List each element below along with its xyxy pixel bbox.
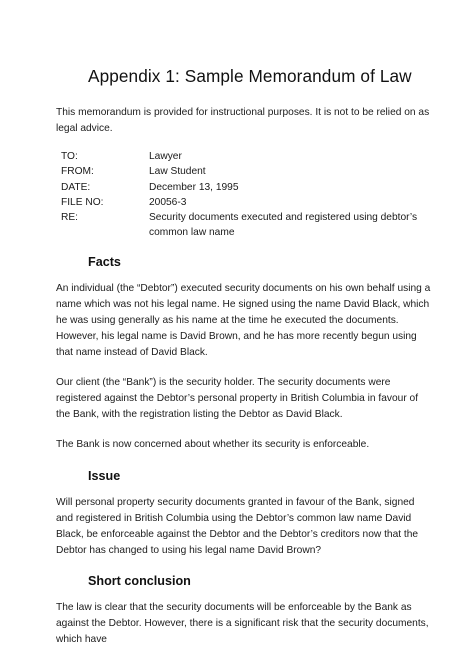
short-conclusion-paragraph: The law is clear that the security documents will be enforceable by the Bank as against the Debtor. However, there is a significant risk that the security documents, which have (56, 601, 429, 645)
short-conclusion-heading: Short conclusion (88, 573, 191, 588)
memo-key: RE: (61, 212, 78, 224)
memo-key: DATE: (61, 181, 91, 193)
memo-row-date (61, 180, 434, 195)
facts-paragraph: The Bank is now concerned about whether its security is enforceable. (56, 438, 370, 450)
memo-value: Lawyer (149, 151, 182, 162)
intro-paragraph: This memorandum is provided for instructional purposes. It is not to be relied on as legal advice. (56, 107, 430, 134)
memo-header (61, 149, 434, 241)
memo-row-re (61, 210, 434, 241)
memo-row-file-no (61, 195, 434, 210)
memo-value: Security documents executed and registered using debtor’s common law name (149, 212, 418, 239)
memo-row-to (61, 149, 434, 164)
facts-paragraph: Our client (the “Bank”) is the security holder. The security documents were registered against the Debtor’s personal property in British Columbia in favour of the Bank, with the registration listing the Debtor as David Black. (56, 376, 419, 420)
issue-heading: Issue (88, 468, 121, 483)
memo-value: 20056-3 (149, 196, 187, 208)
memo-row-from (61, 164, 434, 179)
memo-key: FILE NO: (61, 196, 104, 208)
document-title: Appendix 1: Sample Memorandum of Law (88, 66, 412, 86)
memo-key: TO: (61, 151, 78, 162)
facts-paragraph: An individual (the “Debtor”) executed security documents on his own behalf using a name which was not his legal name. He signed using the name David Black, which he was using generally as his name at the time he executed the documents. However, his legal name is David Brown, and he has more recently begun using that name instead of David Black. (56, 282, 431, 358)
memo-value: December 13, 1995 (149, 181, 239, 193)
memo-key: FROM: (61, 166, 94, 178)
issue-paragraph: Will personal property security documents granted in favour of the Bank, signed and registered in British Columbia using the Debtor’s common law name David Black, be enforceable against the Debtor and the Debtor’s creditors now that the Debtor has changed to using his legal name David Brown? (56, 496, 419, 556)
memo-value: Law Student (149, 166, 206, 178)
facts-heading: Facts (88, 254, 121, 269)
